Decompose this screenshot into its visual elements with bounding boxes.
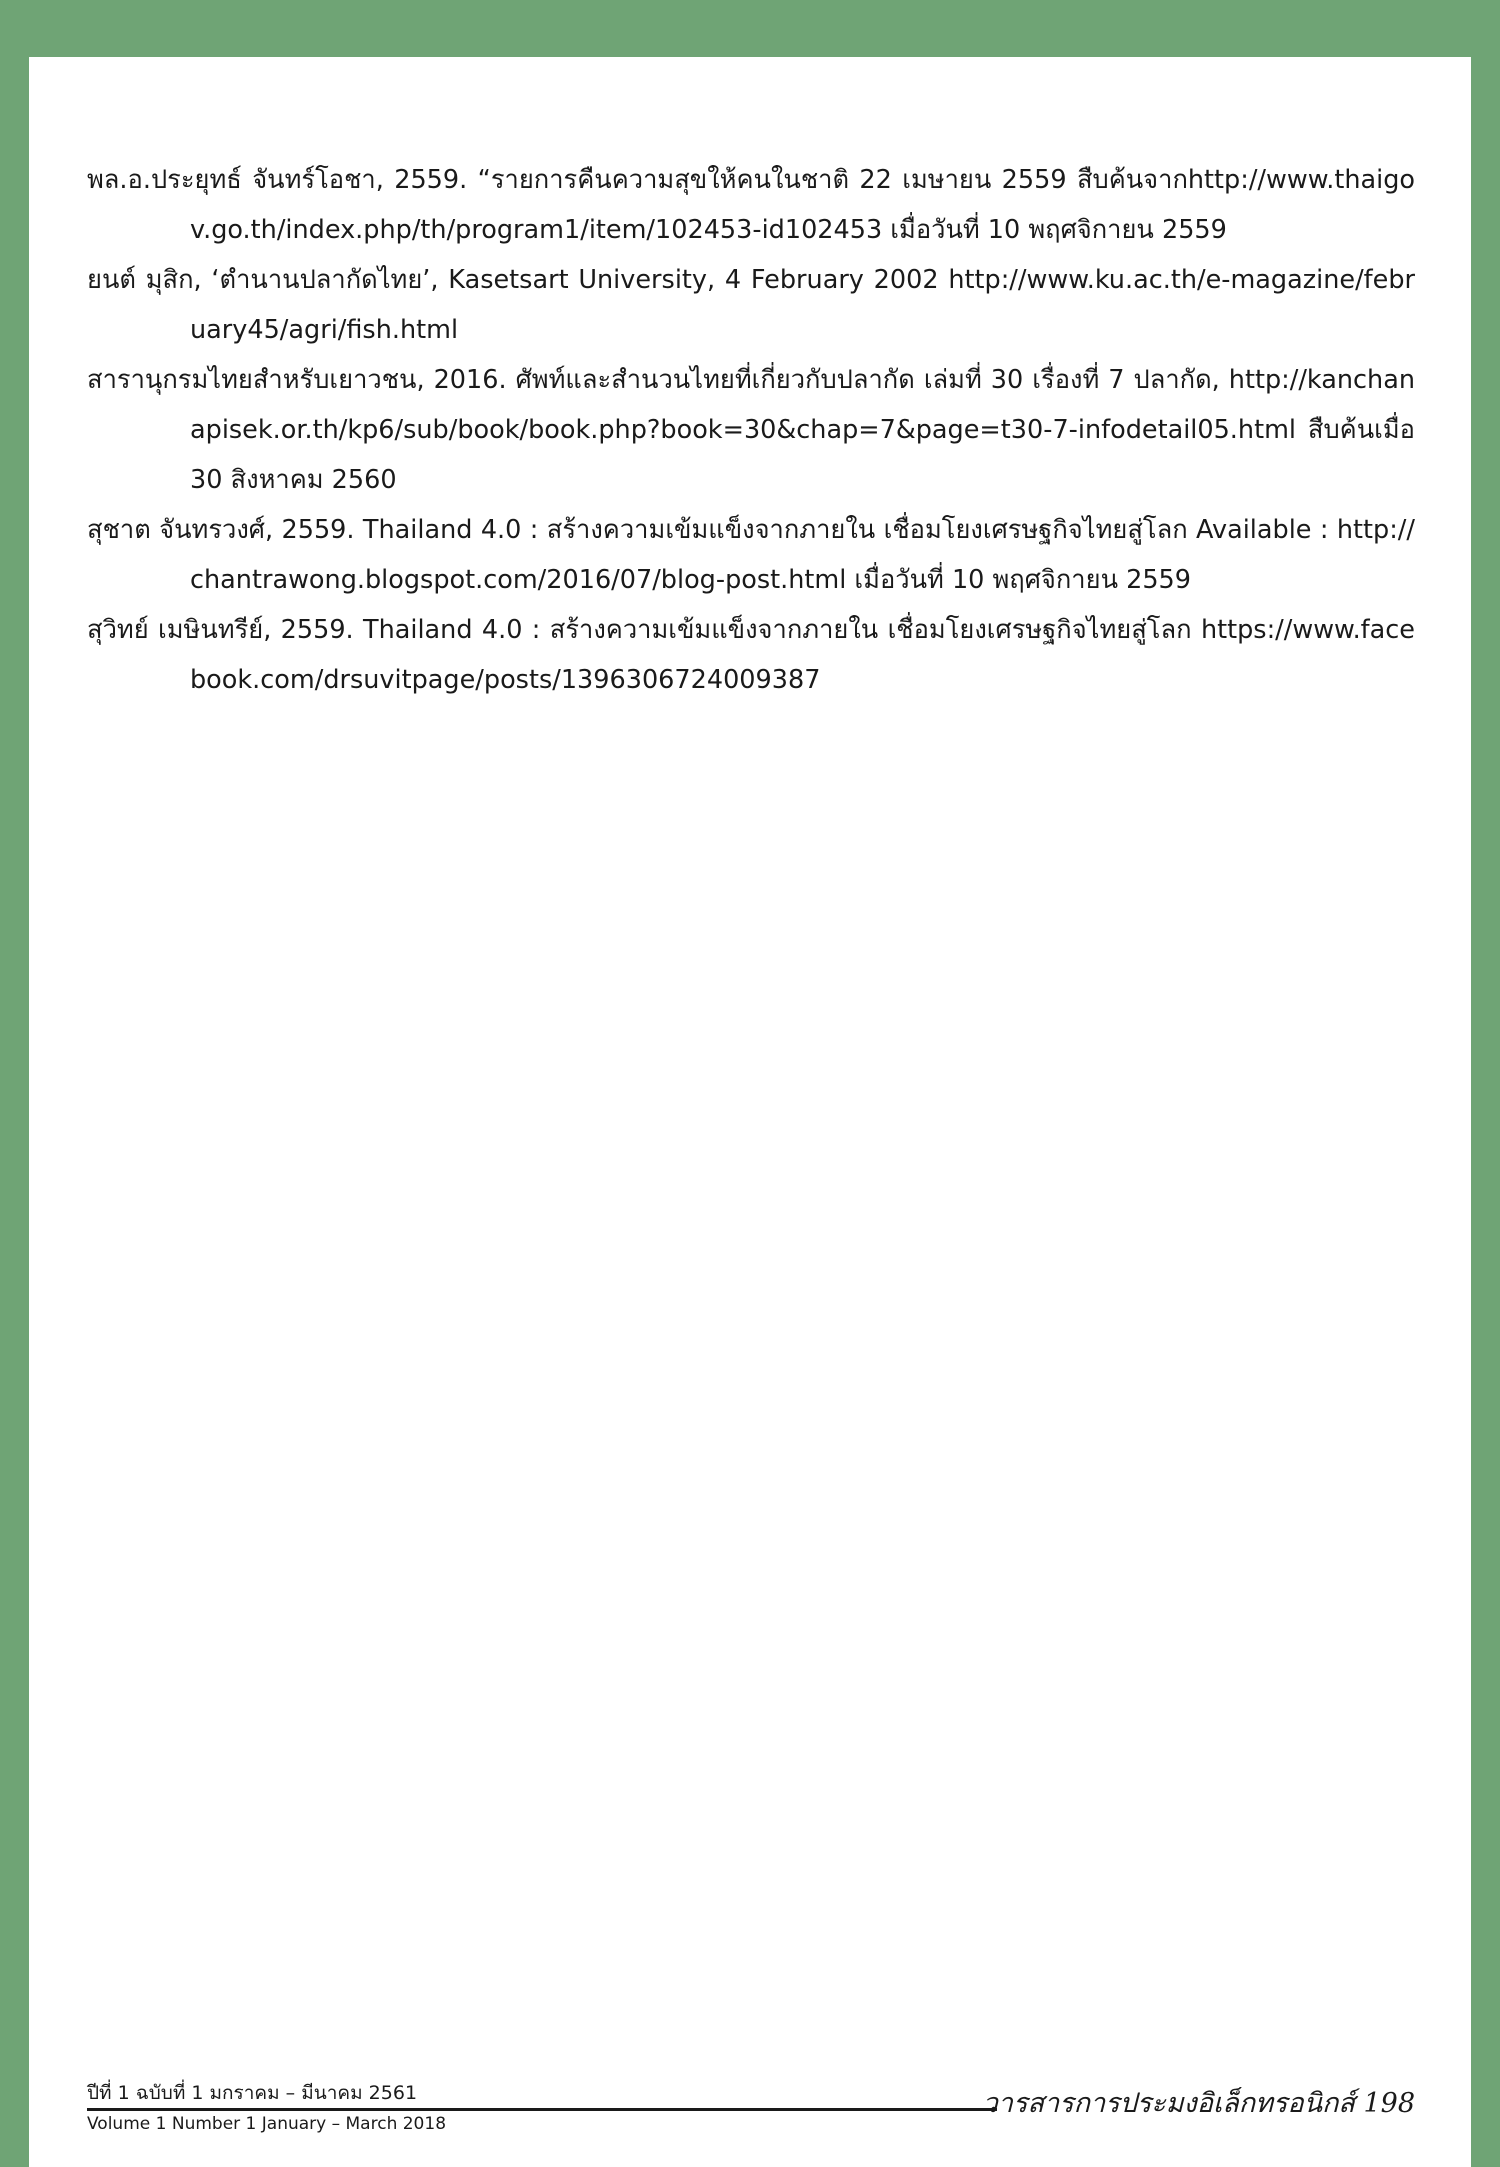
reference-url[interactable]: http://www.ku.ac.th/e-magazine/february45/agri/fish.html xyxy=(190,265,1415,345)
footer-journal-title: วารสารการประมงอิเล็กทรอนิกส์ 198 xyxy=(982,2088,1415,2119)
reference-tail: เมื่อวันที่ 10 พฤศจิกายน 2559 xyxy=(846,565,1192,595)
reference-url[interactable]: http://kanchanapisek.or.th/kp6/sub/book/book.php?book=30&chap=7&page=t30-7-infodetail05.html xyxy=(190,365,1415,445)
reference-url[interactable]: http://www.thaigov.go.th/index.php/th/program1/item/102453-id102453 xyxy=(190,165,1415,245)
reference-text: สุชาต จันทรวงศ์, 2559. Thailand 4.0 : สร้างความเข้มแข็งจากภายใน เชื่อมโยงเศรษฐกิจไทยสู่โลก Available : xyxy=(87,515,1337,545)
footer-issue-thai: ปีที่ 1 ฉบับที่ 1 มกราคม – มีนาคม 2561 xyxy=(87,2082,418,2104)
reference-text: พล.อ.ประยุทธ์ จันทร์โอชา, 2559. “รายการคืนความสุขให้คนในชาติ 22 เมษายน 2559 สืบค้นจาก xyxy=(87,165,1188,195)
reference-list xyxy=(87,155,1415,705)
reference-item xyxy=(87,605,1415,705)
reference-url[interactable]: https://www.facebook.com/drsuvitpage/posts/1396306724009387 xyxy=(190,615,1415,695)
reference-tail: เมื่อวันที่ 10 พฤศจิกายน 2559 xyxy=(882,215,1227,245)
reference-url[interactable]: http://chantrawong.blogspot.com/2016/07/blog-post.html xyxy=(190,515,1415,595)
reference-text: สารานุกรมไทยสำหรับเยาวชน, 2016. ศัพท์และสำนวนไทยที่เกี่ยวกับปลากัด เล่มที่ 30 เรื่องที่ 7 ปลากัด, xyxy=(87,365,1229,395)
footer-issue-english: Volume 1 Number 1 January – March 2018 xyxy=(87,2114,447,2134)
reference-text: ยนต์ มุสิก, ‘ตำนานปลากัดไทย’, Kasetsart University, 4 February 2002 xyxy=(87,265,949,295)
footer-divider xyxy=(87,2108,997,2111)
reference-item xyxy=(87,355,1415,505)
reference-tail: สืบค้นเมื่อ 30 สิงหาคม 2560 xyxy=(190,415,1415,495)
reference-text: สุวิทย์ เมษินทรีย์, 2559. Thailand 4.0 : สร้างความเข้มแข็งจากภายใน เชื่อมโยงเศรษฐกิจไทยสู่โลก xyxy=(87,615,1201,645)
document-page xyxy=(29,57,1471,2167)
reference-item xyxy=(87,255,1415,355)
reference-item xyxy=(87,155,1415,255)
reference-item xyxy=(87,505,1415,605)
